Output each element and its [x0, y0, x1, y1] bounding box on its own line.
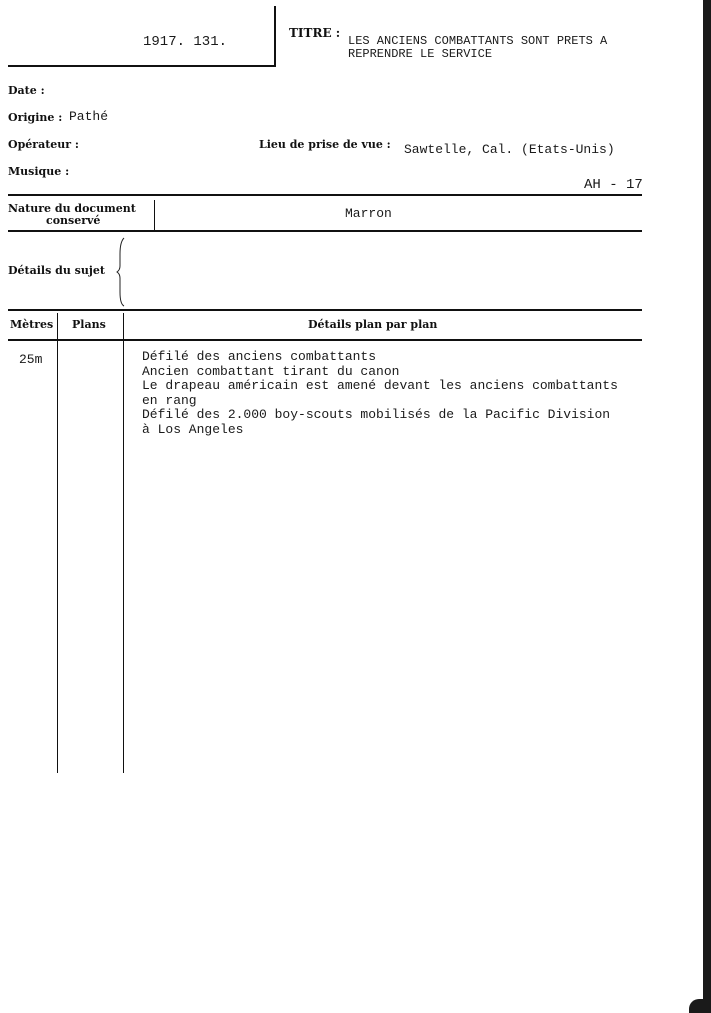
titre-line-2: REPRENDRE LE SERVICE	[348, 47, 493, 61]
musique-label: Musique :	[8, 165, 70, 178]
nature-divider	[154, 200, 155, 230]
header-divider-horizontal	[8, 65, 276, 67]
nature-label-line-2: conservé	[46, 214, 101, 227]
titre-line-1: LES ANCIENS COMBATTANTS SONT PRETS A	[348, 34, 608, 48]
scan-corner	[689, 999, 711, 1013]
origine-value: Pathé	[69, 109, 109, 124]
operateur-label: Opérateur :	[8, 138, 79, 151]
nature-bottom-line	[8, 230, 642, 232]
table-header-line	[8, 339, 642, 341]
detail-line: à Los Angeles	[142, 421, 244, 437]
nature-value: Marron	[345, 206, 392, 221]
detail-line: Le drapeau américain est amené devant les anciens combattants	[142, 378, 618, 393]
details-sujet-brace	[116, 236, 128, 308]
date-label: Date :	[8, 84, 45, 97]
header-divider-vertical	[274, 6, 276, 66]
detail-line: Ancien combattant tirant du canon	[142, 363, 400, 379]
details-bottom-line	[8, 309, 642, 311]
table-cell-metres: 25m	[19, 352, 43, 367]
origine-label: Origine :	[8, 111, 63, 124]
table-header-plans: Plans	[72, 318, 106, 331]
table-header-metres: Mètres	[10, 318, 54, 331]
lieu-label: Lieu de prise de vue :	[259, 138, 391, 151]
table-cell-details	[142, 350, 618, 437]
table-col-divider-2	[123, 313, 124, 773]
details-sujet-label: Détails du sujet	[8, 264, 105, 277]
nature-top-line	[8, 194, 642, 196]
nature-label-line-1: Nature du document	[8, 202, 136, 215]
titre-label: TITRE :	[289, 26, 341, 40]
lieu-value: Sawtelle, Cal. (Etats-Unis)	[404, 142, 615, 157]
detail-line: Défilé des anciens combattants	[142, 349, 377, 364]
archive-code: AH - 17	[584, 177, 643, 193]
reference-number: 1917. 131.	[143, 34, 228, 50]
detail-line: Défilé des 2.000 boy-scouts mobilisés de la Pacific Division	[142, 407, 611, 422]
table-header-details: Détails plan par plan	[308, 318, 438, 331]
detail-line: en rang	[142, 392, 197, 408]
table-col-divider-1	[57, 313, 58, 773]
scan-edge	[703, 0, 711, 1013]
